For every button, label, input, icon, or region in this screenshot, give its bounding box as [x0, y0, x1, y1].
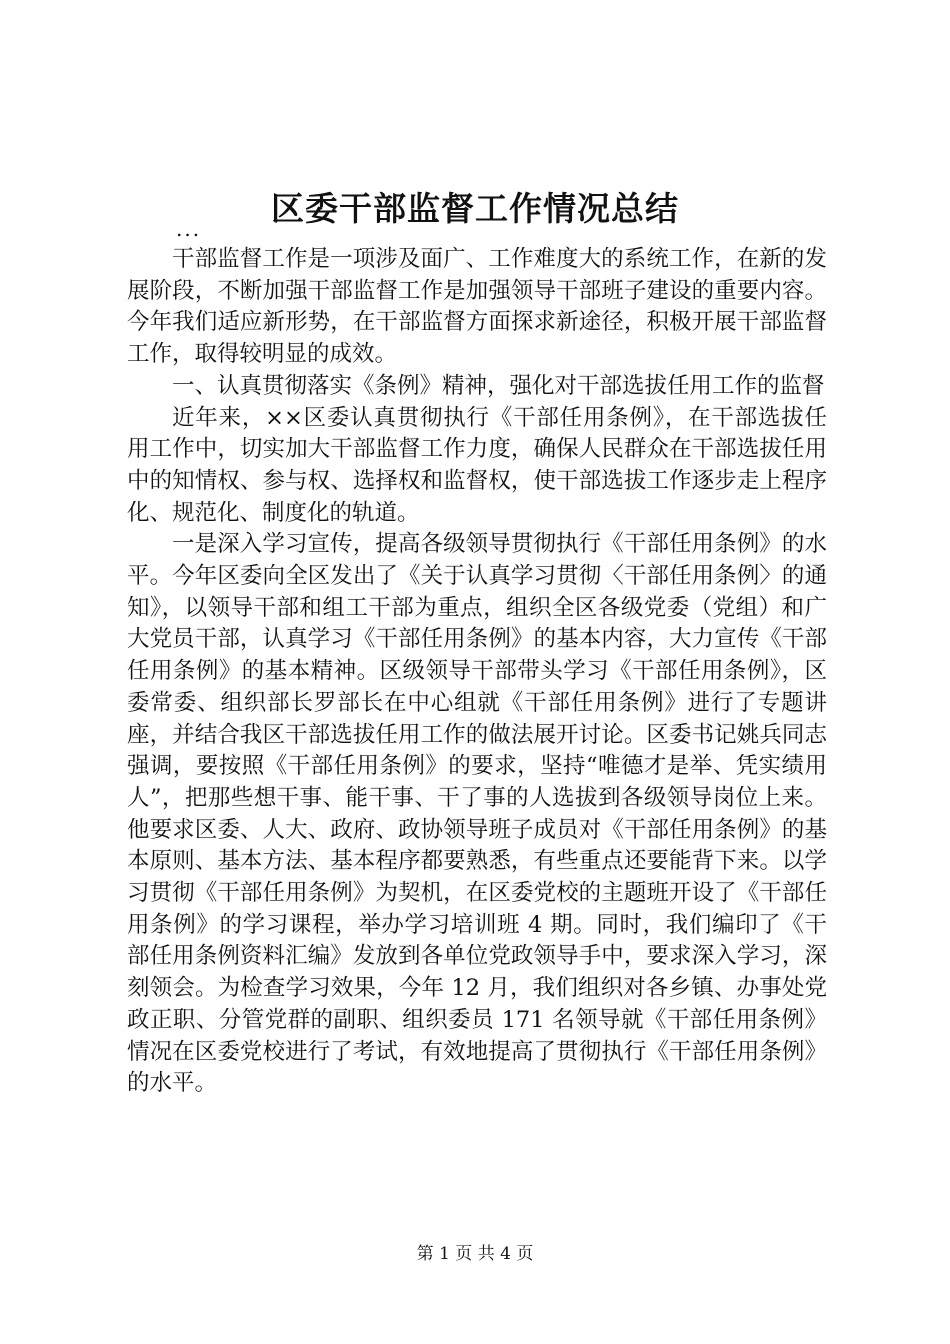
ellipsis-mark: ...: [176, 217, 202, 241]
document-body: [127, 244, 827, 1100]
paragraph-overview: 近年来，××区委认真贯彻执行《干部任用条例》，在干部选拔任用工作中，切实加大干部监督工作力度，确保人民群众在干部选拔任用中的知情权、参与权、选择权和监督权，使干部选拔工作逐步走上程序化、规范化、制度化的轨道。: [127, 404, 827, 526]
section-heading: 一、认真贯彻落实《条例》精神，强化对干部选拔任用工作的监督: [172, 372, 825, 399]
paragraph-study: 一是深入学习宣传，提高各级领导贯彻执行《干部任用条例》的水平。今年区委向全区发出了《关于认真学习贯彻〈干部任用条例〉的通知》，以领导干部和组工干部为重点，组织全区各级党委（党组）和广大党员干部，认真学习《干部任用条例》的基本内容，大力宣传《干部任用条例》的基本精神。区级领导干部带头学习《干部任用条例》，区委常委、组织部长罗部长在中心组就《干部任用条例》进行了专题讲座，并结合我区干部选拔任用工作的做法展开讨论。区委书记姚兵同志强调，要按照《干部任用条例》的要求，坚持“唯德才是举、凭实绩用人”，把那些想干事、能干事、干了事的人选拔到各级领导岗位上来。他要求区委、人大、政府、政协领导班子成员对《干部任用条例》的基本原则、基本方法、基本程序都要熟悉，有些重点还要能背下来。以学习贯彻《干部任用条例》为契机，在区委党校的主题班开设了《干部任用条例》的学习课程，举办学习培训班 4 期。同时，我们编印了《干部任用条例资料汇编》发放到各单位党政领导手中，要求深入学习，深刻领会。为检查学习效果，今年 12 月，我们组织对各乡镇、办事处党政正职、分管党群的副职、组织委员 171 名领导就《干部任用条例》情况在区委党校进行了考试，有效地提高了贯彻执行《干部任用条例》的水平。: [127, 531, 827, 1097]
paragraph-intro: 干部监督工作是一项涉及面广、工作难度大的系统工作，在新的发展阶段，不断加强干部监督工作是加强领导干部班子建设的重要内容。今年我们适应新形势，在干部监督方面探求新途径，积极开展干部监督工作，取得较明显的成效。: [127, 246, 827, 368]
document-title: 区委干部监督工作情况总结: [271, 189, 679, 228]
page-footer: 第 1 页 共 4 页: [416, 1244, 534, 1264]
